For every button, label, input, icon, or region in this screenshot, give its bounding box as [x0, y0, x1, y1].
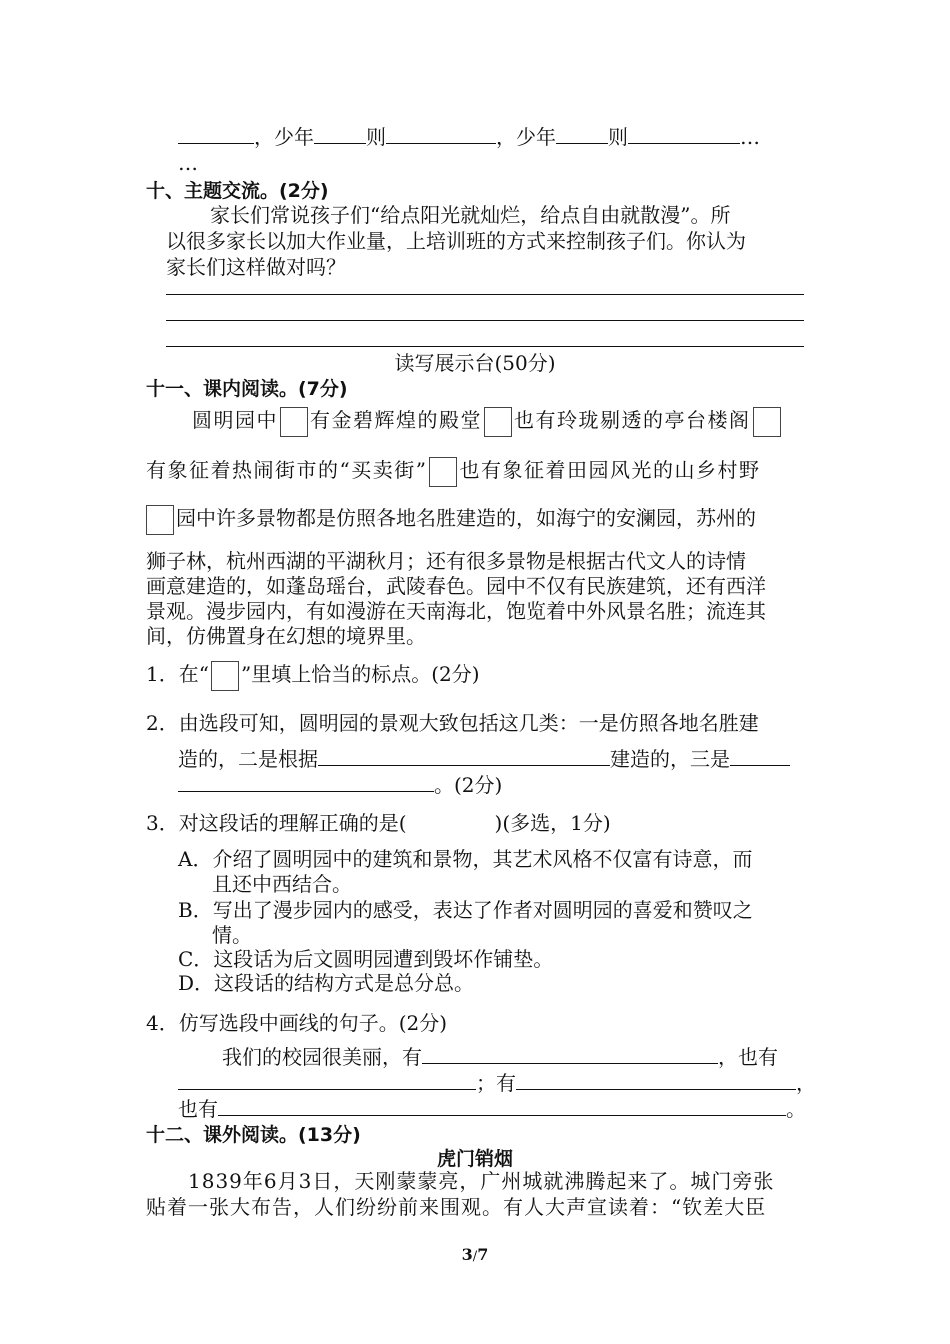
paragraph-line: 家长们这样做对吗？: [166, 255, 346, 279]
question-2-line: 造的，二是根据 建造的，三是: [178, 746, 790, 772]
passage-line: 狮子林，杭州西湖的平湖秋月；还有很多景物是根据古代文人的诗情: [146, 549, 746, 573]
answer-line[interactable]: [166, 294, 804, 295]
blank[interactable]: [730, 746, 790, 766]
question-1: 1．在“ ”里填上恰当的标点。(2分): [146, 658, 480, 691]
fill-line: ，少年 则 ，少年 则 …: [178, 124, 760, 150]
question-4-line: 我们的校园很美丽，有 ，也有: [222, 1045, 778, 1069]
option-b[interactable]: B．写出了漫步园内的感受，表达了作者对圆明园的喜爱和赞叹之: [178, 898, 753, 922]
question-2: 2．由选段可知，圆明园的景观大致包括这几类：一是仿照各地名胜建: [146, 711, 759, 735]
question-2-line: 。(2分): [178, 772, 502, 798]
passage-line: 圆明园中 有金碧辉煌的殿堂 也有玲珑剔透的亭台楼阁: [192, 404, 783, 437]
passage-line: 间，仿佛置身在幻想的境界里。: [146, 624, 426, 648]
question-4-line: 也有 。: [178, 1097, 806, 1121]
passage-line: 有象征着热闹街市的“买卖街” 也有象征着田园风光的山乡村野: [146, 454, 760, 487]
blank[interactable]: [318, 746, 610, 766]
question-4-line: ；有 ，: [178, 1070, 816, 1096]
punctuation-box[interactable]: [429, 457, 457, 487]
article-line: 贴着一张大布告，人们纷纷前来围观。有人大声宣读着：“钦差大臣: [146, 1195, 767, 1219]
blank[interactable]: [556, 124, 608, 144]
blank[interactable]: [386, 124, 496, 144]
article-line: 1839年6月3日，天刚蒙蒙亮，广州城就沸腾起来了。城门旁张: [188, 1169, 775, 1193]
question-4: 4．仿写选段中画线的句子。(2分): [146, 1011, 448, 1035]
option-b-cont: 情。: [212, 923, 252, 947]
option-a[interactable]: A．介绍了圆明园中的建筑和景物，其艺术风格不仅富有诗意，而: [178, 847, 753, 871]
article-title: 虎门销烟: [436, 1148, 513, 1170]
blank[interactable]: [422, 1044, 718, 1064]
punctuation-box[interactable]: [753, 407, 781, 437]
blank[interactable]: [516, 1070, 796, 1090]
punctuation-box[interactable]: [211, 661, 239, 691]
blank[interactable]: [178, 1070, 476, 1090]
blank[interactable]: [178, 772, 434, 792]
option-d[interactable]: D．这段话的结构方式是总分总。: [178, 971, 475, 995]
paragraph-line: 以很多家长以加大作业量，上培训班的方式来控制孩子们。你认为: [166, 229, 746, 253]
part-title: 读写展示台(50分): [394, 351, 556, 375]
question-3: 3．对这段话的理解正确的是( )(多选，1分): [146, 811, 611, 835]
passage-line: 景观。漫步园内，有如漫游在天南海北，饱览着中外风景名胜；流连其: [146, 599, 766, 623]
blank[interactable]: [218, 1096, 786, 1116]
option-c[interactable]: C．这段话为后文圆明园遭到毁坏作铺垫。: [178, 947, 554, 971]
option-a-cont: 且还中西结合。: [212, 872, 352, 896]
answer-line[interactable]: [166, 320, 804, 321]
blank[interactable]: [628, 124, 740, 144]
punctuation-box[interactable]: [280, 407, 308, 437]
punctuation-box[interactable]: [146, 505, 174, 535]
page-number: 3/7: [461, 1245, 489, 1264]
blank[interactable]: [178, 124, 254, 144]
punctuation-box[interactable]: [484, 407, 512, 437]
section-heading: 十二、课外阅读。(13分): [146, 1124, 361, 1146]
section-heading: 十一、课内阅读。(7分): [146, 378, 348, 400]
ellipsis: …: [178, 151, 198, 175]
passage-line: 画意建造的，如蓬岛瑶台，武陵春色。园中不仅有民族建筑，还有西洋: [146, 574, 766, 598]
paragraph-line: 家长们常说孩子们“给点阳光就灿烂，给点自由就散漫”。所: [210, 203, 731, 227]
passage-line: 园中许多景物都是仿照各地名胜建造的，如海宁的安澜园，苏州的: [146, 502, 756, 535]
section-heading: 十、主题交流。(2分): [146, 180, 329, 202]
blank[interactable]: [314, 124, 366, 144]
answer-line[interactable]: [166, 346, 804, 347]
